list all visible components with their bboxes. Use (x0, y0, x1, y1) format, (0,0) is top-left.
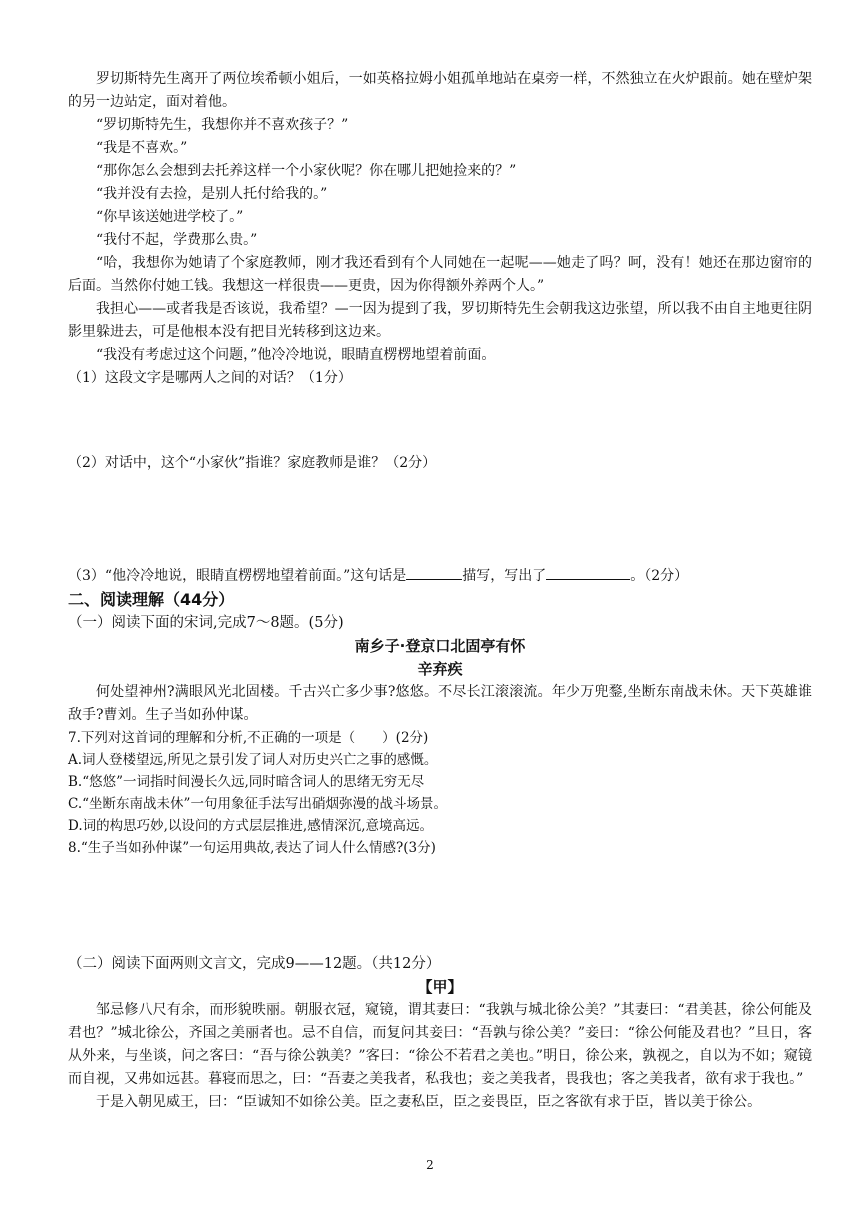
part-1-heading: （一）阅读下面的宋词,完成7～8题。(5分) (68, 615, 344, 631)
passage-paragraph: “罗切斯特先生，我想你并不喜欢孩子？” (96, 117, 349, 133)
passage-paragraph: “那你怎么会想到去托养这样一个小家伙呢？你在哪儿把她捡来的？” (96, 163, 517, 179)
passage-paragraph: “我付不起，学费那么贵。” (96, 232, 258, 248)
passage-paragraph: 我担心——或者我是否该说，我希望？—一因为提到了我，罗切斯特先生会朝我这边张望，所以我不由自主地更往阴影里躲进去，可是他根本没有把目光转移到这边来。 (68, 301, 812, 340)
question-3 (68, 565, 812, 588)
fill-blank-1[interactable] (406, 565, 462, 580)
poem-author: 辛弃疾 (417, 660, 463, 678)
answer-space-1 (68, 390, 812, 452)
question-1: （1）这段文字是哪两人之间的对话？（1分） (68, 370, 352, 386)
question-8: 8.“生子当如孙仲谋”一句运用典故,表达了词人什么情感?(3分) (68, 840, 436, 856)
question-3-text-b: 描写，写出了 (462, 568, 547, 584)
option-item: D.词的构思巧妙,以设问的方式层层推进,感情深沉,意境高远。 (68, 818, 434, 834)
passage-paragraph: “哈，我想你为她请了个家庭教师，刚才我还看到有个人同她在一起呢——她走了吗？呵，没有！她还在那边窗帘的后面。当然你付她工钱。我想这一样很贵——更贵，因为你得额外养两个人。” (68, 255, 812, 294)
part-2-heading: （二）阅读下面两则文言文，完成9——12题。（共12分） (68, 956, 441, 972)
passage-paragraph: 罗切斯特先生离开了两位埃希顿小姐后，一如英格拉姆小姐孤单地站在桌旁一样，不然独立在火炉跟前。她在壁炉架的另一边站定，面对着他。 (68, 71, 812, 110)
question-2: （2）对话中，这个“小家伙”指谁？家庭教师是谁？（2分） (68, 455, 437, 471)
text-label-jia: 【甲】 (417, 978, 463, 996)
question-7: 7.下列对这首词的理解和分析,不正确的一项是（ ）(2分) (68, 730, 429, 746)
question-7-options (68, 749, 812, 837)
option-item: B.“悠悠”一词指时间漫长久远,同时暗含词人的思绪无穷无尽 (68, 774, 425, 790)
classical-text-jia (68, 999, 812, 1114)
passage-paragraph: “我并没有去捡，是别人托付给我的。” (96, 186, 328, 202)
passage-excerpt (68, 68, 812, 367)
option-item: A.词人登楼望远,所见之景引发了词人对历史兴亡之事的感慨。 (68, 752, 438, 768)
passage-paragraph: “我没有考虑过这个问题，”他冷冷地说，眼睛直楞楞地望着前面。 (96, 347, 496, 363)
question-3-text-c: 。（2分） (630, 568, 689, 584)
passage-paragraph: “你早该送她进学校了。” (96, 209, 244, 225)
answer-space-2 (68, 475, 812, 565)
poem-text: 何处望神州?满眼风光北固楼。千古兴亡多少事?悠悠。不尽长江滚滚流。年少万兜鍪,坐断东南战未休。天下英雄谁敌手?曹刘。生子当如孙仲谋。 (68, 684, 812, 723)
fill-blank-2[interactable] (546, 565, 630, 580)
question-3-text-a: （3）“他冷冷地说，眼睛直楞楞地望着前面。”这句话是 (68, 568, 407, 584)
document-body (68, 68, 812, 1114)
page-number: 2 (426, 1158, 434, 1172)
classical-paragraph: 于是入朝见威王，曰：“臣诚知不如徐公美。臣之妻私臣，臣之妾畏臣，臣之客欲有求于臣，皆以美于徐公。 (96, 1094, 762, 1110)
section-2-title: 二、阅读理解（44分） (68, 590, 235, 609)
classical-paragraph: 邹忌修八尺有余，而形貌昳丽。朝服衣冠，窥镜，谓其妻曰：“我孰与城北徐公美？”其妻曰：“君美甚，徐公何能及君也？”城北徐公，齐国之美丽者也。忌不自信，而复问其妾曰：“吾孰与徐公美？”妾曰：“徐公何能及君也？”旦日，客从外来，与坐谈，问之客曰：“吾与徐公孰美？”客曰：“徐公不若君之美也。”明日，徐公来，孰视之，自以为不如；窥镜而自视，又弗如远甚。暮寝而思之，曰：“吾妻之美我者，私我也；妾之美我者，畏我也；客之美我者，欲有求于我也。” (68, 1002, 812, 1087)
option-item: C.“坐断东南战未休”一句用象征手法写出硝烟弥漫的战斗场景。 (68, 796, 447, 812)
passage-paragraph: “我是不喜欢。” (96, 140, 188, 156)
poem-title: 南乡子·登京口北固亭有怀 (354, 637, 526, 655)
answer-space-8 (68, 859, 812, 953)
